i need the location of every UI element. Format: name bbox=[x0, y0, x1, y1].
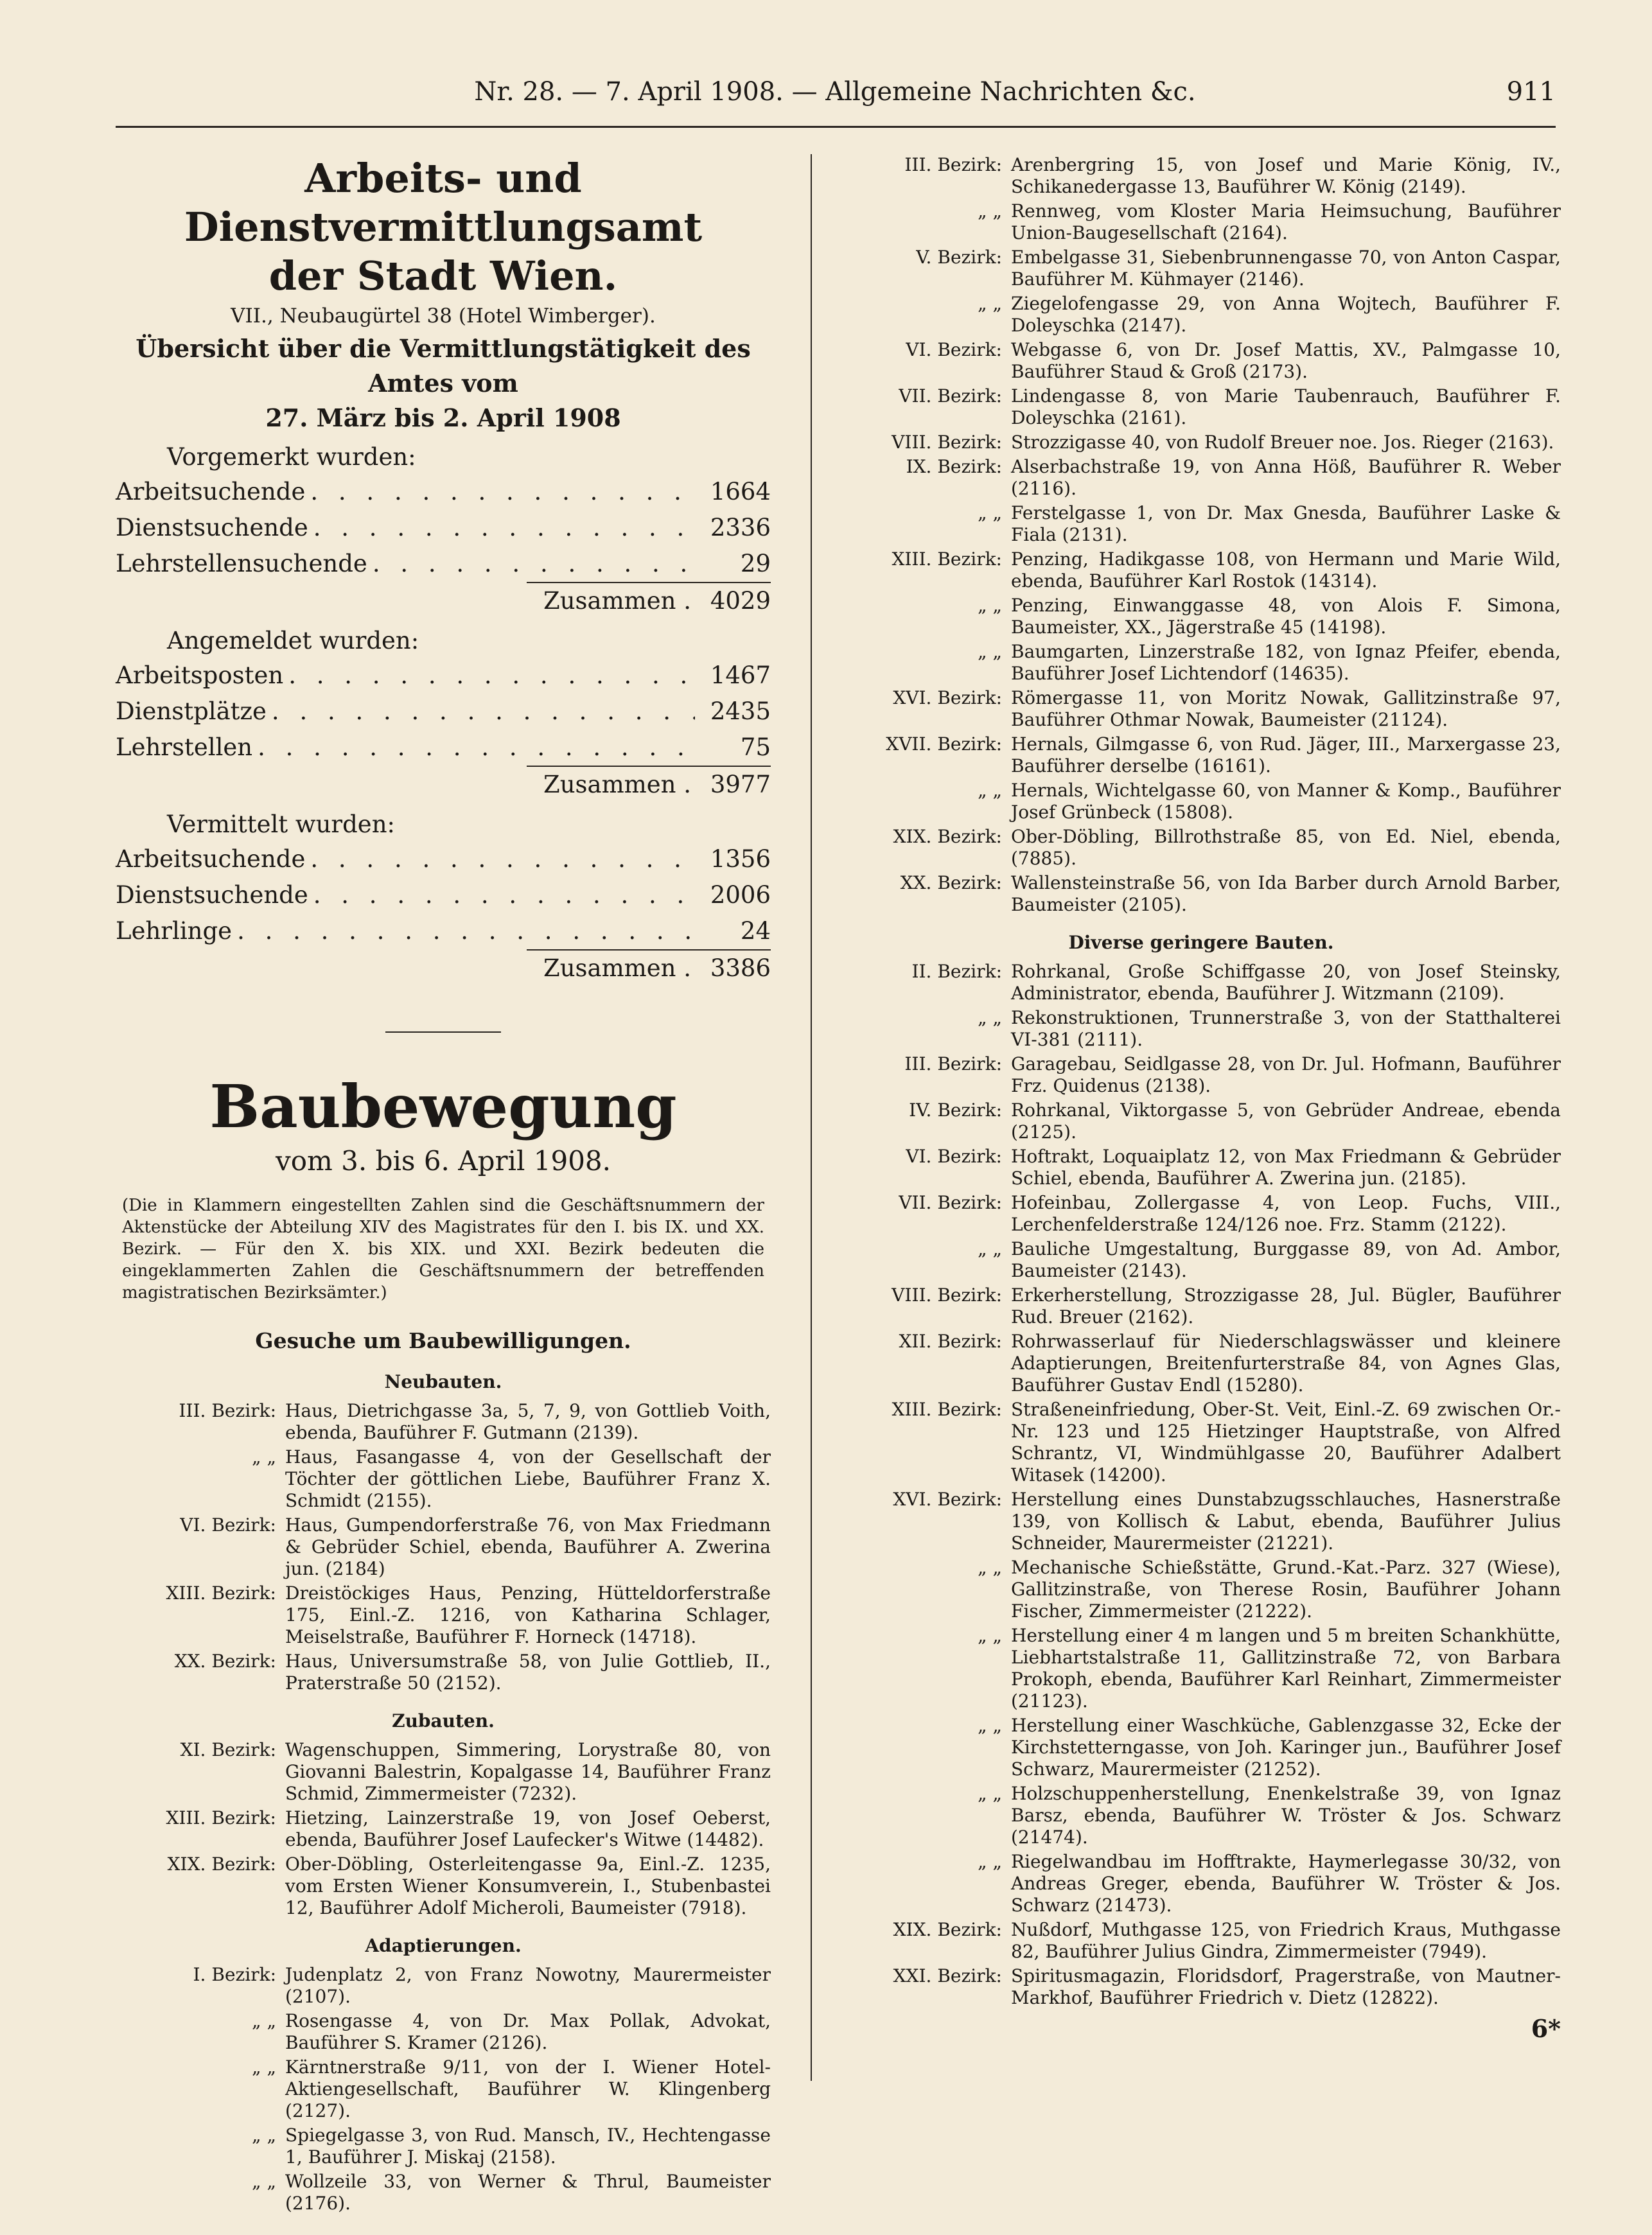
adaptierungen-continued-list bbox=[841, 154, 1561, 916]
district-label: XIII. Bezirk: bbox=[166, 1807, 276, 1828]
district-label: XIX. Bezirk: bbox=[893, 826, 1002, 847]
district-label: „ „ bbox=[252, 2010, 276, 2031]
permit-entry bbox=[841, 687, 1561, 731]
stat-total-row bbox=[527, 766, 771, 803]
permit-entry bbox=[116, 1964, 771, 2008]
neubauten-list bbox=[116, 1400, 771, 1694]
stat-total-value: 3977 bbox=[710, 771, 771, 798]
permit-entry bbox=[841, 432, 1561, 453]
permit-entry bbox=[841, 456, 1561, 500]
permit-entry bbox=[841, 385, 1561, 429]
permit-entry bbox=[116, 1514, 771, 1580]
district-label: III. Bezirk: bbox=[904, 1053, 1002, 1074]
entry-description: Judenplatz 2, von Franz Nowotny, Maurermeister (2107). bbox=[285, 1964, 771, 2007]
entry-description: Wallensteinstraße 56, von Ida Barber durch Arnold Barber, Baumeister (2105). bbox=[1011, 872, 1561, 915]
entry-description: Ziegelofengasse 29, von Anna Wojtech, Bauführer F. Doleyschka (2147). bbox=[1011, 293, 1561, 336]
permits-section-title: Gesuche um Baubewilligungen. bbox=[255, 1328, 631, 1353]
district-label: XXI. Bezirk: bbox=[893, 1965, 1002, 1986]
district-label: „ „ bbox=[978, 200, 1002, 222]
stat-group-title: Angemeldet wurden: bbox=[167, 627, 419, 654]
entry-description: Rekonstruktionen, Trunnerstraße 3, von der Statthalterei VI-381 (2111). bbox=[1011, 1007, 1561, 1050]
entry-description: Hoftrakt, Loquaiplatz 12, von Max Friedmann & Gebrüder Schiel, ebenda, Bauführer A. Zwerina jun. (2185). bbox=[1011, 1146, 1561, 1189]
page-number: 911 bbox=[1506, 77, 1556, 107]
permit-entry bbox=[841, 780, 1561, 823]
district-label: XIII. Bezirk: bbox=[892, 548, 1002, 570]
entry-description: Mechanische Schießstätte, Grund.-Kat.-Parz. 327 (Wiese), Gallitzinstraße, von Therese Rosin, Bauführer Johann Fischer, Zimmermeister (21222). bbox=[1011, 1557, 1561, 1622]
stat-total-row bbox=[527, 949, 771, 986]
stat-label: Dienstplätze bbox=[116, 697, 267, 725]
leader-dots bbox=[313, 510, 695, 546]
permit-entry bbox=[841, 1007, 1561, 1051]
leader-dots bbox=[313, 877, 695, 913]
permit-entry bbox=[116, 2125, 771, 2168]
permit-entry bbox=[116, 1854, 771, 1919]
leader-dots bbox=[310, 474, 695, 510]
entry-description: Herstellung einer Waschküche, Gablenzgasse 32, Ecke der Kirchstetterngasse, von Joh. Karinger jun., Bauführer Josef Schwarz, Maurermeister (21252). bbox=[1011, 1715, 1561, 1780]
entry-description: Haus, Universumstraße 58, von Julie Gottlieb, II., Praterstraße 50 (2152). bbox=[285, 1651, 771, 1694]
leader-dots bbox=[373, 546, 695, 582]
neubauten-title: Neubauten. bbox=[384, 1371, 502, 1392]
entry-description: Holzschuppenherstellung, Enenkelstraße 39, von Ignaz Barsz, ebenda, Bauführer W. Tröster & Jos. Schwarz (21474). bbox=[1011, 1783, 1561, 1848]
leader-dots bbox=[310, 841, 695, 877]
entry-description: Lindengasse 8, von Marie Taubenrauch, Bauführer F. Doleyschka (2161). bbox=[1011, 385, 1561, 428]
entry-description: Kärntnerstraße 9/11, von der I. Wiener Hotel-Aktiengesellschaft, Bauführer W. Klingenberg (2127). bbox=[285, 2056, 771, 2121]
stat-label: Arbeitsuchende bbox=[116, 845, 306, 873]
zubauten-title: Zubauten. bbox=[392, 1710, 495, 1731]
permit-entry bbox=[841, 826, 1561, 870]
diverse-title: Diverse geringere Bauten. bbox=[1068, 932, 1334, 953]
permit-entry bbox=[841, 1783, 1561, 1848]
entry-description: Ober-Döbling, Osterleitengasse 9a, Einl.-Z. 1235, vom Ersten Wiener Konsumverein, I., Stubenbastei 12, Bauführer Adolf Micheroli, Baumeister (7918). bbox=[285, 1854, 771, 1918]
permit-entry bbox=[116, 1739, 771, 1805]
entry-description: Rohrwasserlauf für Niederschlagswässer und kleinere Adaptierungen, Breitenfurterstraße 84, von Agnes Glas, Bauführer Gustav Endl (15280). bbox=[1011, 1331, 1561, 1396]
signature-mark: 6* bbox=[1531, 2014, 1561, 2043]
entry-description: Alserbachstraße 19, von Anna Höß, Bauführer R. Weber (2116). bbox=[1011, 456, 1561, 499]
stat-value: 1664 bbox=[710, 478, 771, 505]
overview-title-line2: 27. März bis 2. April 1908 bbox=[265, 403, 621, 432]
permit-entry bbox=[841, 1331, 1561, 1396]
permit-entry bbox=[841, 1284, 1561, 1328]
stat-label: Lehrstellensuchende bbox=[116, 550, 367, 577]
district-label: „ „ bbox=[252, 2171, 276, 2192]
district-label: „ „ bbox=[978, 1783, 1002, 1804]
permit-entry bbox=[116, 2010, 771, 2054]
adaptierungen-title: Adaptierungen. bbox=[365, 1935, 522, 1956]
entry-description: Herstellung einer 4 m langen und 5 m breiten Schankhütte, Liebhartstalstraße 11, Gallitzinstraße 72, von Barbara Prokoph, ebenda, Bauführer Karl Reinhart, Zimmermeister (21123). bbox=[1011, 1625, 1561, 1712]
entry-description: Rohrkanal, Große Schiffgasse 20, von Josef Steinsky, Administrator, ebenda, Bauführer J. Witzmann (2109). bbox=[1011, 961, 1561, 1004]
entry-description: Arenbergring 15, von Josef und Marie König, IV., Schikanedergasse 13, Bauführer W. König (2149). bbox=[1011, 154, 1561, 197]
entry-description: Spiritusmagazin, Floridsdorf, Pragerstraße, von Mautner-Markhof, Bauführer Friedrich v. Dietz (12822). bbox=[1011, 1965, 1561, 2008]
permit-entry bbox=[841, 1146, 1561, 1189]
district-label: „ „ bbox=[978, 595, 1002, 616]
stat-group-title: Vermittelt wurden: bbox=[167, 811, 395, 838]
permit-entry bbox=[841, 247, 1561, 290]
entry-description: Straßeneinfriedung, Ober-St. Veit, Einl.-Z. 69 zwischen Or.-Nr. 123 und 125 Hietzinger Hauptstraße, von Alfred Schrantz, VI, Windmühlgasse 20, Bauführer Adalbert Witasek (14200). bbox=[1011, 1399, 1561, 1486]
permit-entry bbox=[841, 1053, 1561, 1097]
stat-row bbox=[116, 474, 771, 510]
section-rule bbox=[385, 1031, 501, 1033]
district-label: XIX. Bezirk: bbox=[167, 1854, 276, 1875]
permit-entry bbox=[841, 293, 1561, 337]
entry-description: Hernals, Gilmgasse 6, von Rud. Jäger, III., Marxergasse 23, Bauführer derselbe (16161). bbox=[1011, 733, 1561, 776]
permit-entry bbox=[116, 1651, 771, 1694]
district-label: „ „ bbox=[978, 641, 1002, 662]
stat-total-value: 4029 bbox=[710, 587, 771, 615]
district-label: „ „ bbox=[978, 1715, 1002, 1736]
overview-title-line1: Übersicht über die Vermittlungstätigkeit des Amtes vom bbox=[136, 334, 751, 398]
stat-row bbox=[116, 658, 771, 694]
entry-description: Penzing, Einwanggasse 48, von Alois F. Simona, Baumeister, XX., Jägerstraße 45 (14198). bbox=[1011, 595, 1561, 638]
stat-row bbox=[116, 546, 771, 582]
stat-row bbox=[116, 841, 771, 877]
stat-label: Lehrlinge bbox=[116, 917, 233, 945]
entry-description: Ober-Döbling, Billrothstraße 85, von Ed. Niel, ebenda, (7885). bbox=[1011, 826, 1561, 869]
permit-entry bbox=[841, 502, 1561, 546]
header-rule bbox=[116, 126, 1556, 128]
district-label: VI. Bezirk: bbox=[906, 1146, 1002, 1167]
entry-description: Herstellung eines Dunstabzugsschlauches, Hasnerstraße 139, von Kollisch & Labut, ebenda, Bauführer Julius Schneider, Maurermeister (21221). bbox=[1011, 1489, 1561, 1554]
right-column bbox=[841, 154, 1561, 2045]
office-address: VII., Neubaugürtel 38 (Hotel Wimberger). bbox=[231, 304, 656, 328]
permit-entry bbox=[116, 1446, 771, 1512]
district-label: „ „ bbox=[978, 1238, 1002, 1259]
permit-entry bbox=[841, 733, 1561, 777]
leader-dots bbox=[258, 730, 695, 766]
explanatory-note: (Die in Klammern eingestellten Zahlen sind die Geschäftsnummern der Aktenstücke der Abteilung XIV des Magistrates für den I. bis IX. und XX. Bezirk. — Für den X. bis XIX. und XXI. Bezirk bedeuten die eingeklammerten Zahlen die Geschäftsnummern der betreffenden magistratischen Bezirksämter.) bbox=[122, 1196, 764, 1302]
permit-entry bbox=[841, 1919, 1561, 1963]
baubewegung-subtitle: vom 3. bis 6. April 1908. bbox=[275, 1145, 611, 1177]
district-label: II. Bezirk: bbox=[911, 961, 1002, 982]
zubauten-list bbox=[116, 1739, 771, 1919]
entry-description: Bauliche Umgestaltung, Burggasse 89, von Ad. Ambor, Baumeister (2143). bbox=[1011, 1238, 1561, 1281]
district-label: VII. Bezirk: bbox=[899, 1192, 1002, 1213]
district-label: „ „ bbox=[978, 1007, 1002, 1028]
leader-dots bbox=[272, 694, 695, 730]
entry-description: Penzing, Hadikgasse 108, von Hermann und Marie Wild, ebenda, Bauführer Karl Rostok (14314). bbox=[1011, 548, 1561, 592]
permit-entry bbox=[116, 1582, 771, 1648]
district-label: VIII. Bezirk: bbox=[892, 432, 1002, 453]
district-label: XIII. Bezirk: bbox=[166, 1582, 276, 1604]
entry-description: Hofeinbau, Zollergasse 4, von Leop. Fuchs, VIII., Lerchenfelderstraße 124/126 noe. Frz. Stamm (2122). bbox=[1011, 1192, 1561, 1235]
stat-value: 1467 bbox=[710, 662, 771, 689]
entry-description: Ferstelgasse 1, von Dr. Max Gnesda, Bauführer Laske & Fiala (2131). bbox=[1011, 502, 1561, 545]
stat-label: Arbeitsuchende bbox=[116, 478, 306, 505]
stat-total-label: Zusammen . bbox=[543, 954, 691, 982]
district-label: XII. Bezirk: bbox=[899, 1331, 1002, 1352]
stat-value: 2435 bbox=[710, 697, 771, 725]
stat-row bbox=[116, 730, 771, 766]
entry-description: Hernals, Wichtelgasse 60, von Manner & Komp., Bauführer Josef Grünbeck (15808). bbox=[1011, 780, 1561, 823]
permit-entry bbox=[841, 1557, 1561, 1622]
entry-description: Spiegelgasse 3, von Rud. Mansch, IV., Hechtengasse 1, Bauführer J. Miskaj (2158). bbox=[285, 2125, 771, 2168]
stat-label: Lehrstellen bbox=[116, 733, 253, 761]
stat-value: 75 bbox=[740, 733, 771, 761]
stat-value: 29 bbox=[740, 550, 771, 577]
stat-value: 2006 bbox=[710, 881, 771, 909]
entry-description: Hietzing, Lainzerstraße 19, von Josef Oeberst, ebenda, Bauführer Josef Laufecker's Witwe (14482). bbox=[285, 1807, 771, 1850]
permit-entry bbox=[841, 872, 1561, 916]
stat-value: 24 bbox=[740, 917, 771, 945]
permit-entry bbox=[841, 1399, 1561, 1486]
district-label: XVII. Bezirk: bbox=[886, 733, 1002, 755]
stat-label: Arbeitsposten bbox=[116, 662, 284, 689]
permit-entry bbox=[841, 961, 1561, 1004]
district-label: VIII. Bezirk: bbox=[892, 1284, 1002, 1306]
district-label: „ „ bbox=[978, 1557, 1002, 1578]
district-label: V. Bezirk: bbox=[916, 247, 1002, 268]
district-label: VI. Bezirk: bbox=[180, 1514, 276, 1536]
permit-entry bbox=[116, 2171, 771, 2214]
stat-label: Dienstsuchende bbox=[116, 514, 308, 541]
permit-entry bbox=[841, 595, 1561, 638]
stat-total-label: Zusammen . bbox=[543, 771, 691, 798]
stat-row bbox=[116, 913, 771, 949]
entry-description: Wagenschuppen, Simmering, Lorystraße 80, von Giovanni Balestrin, Kopalgasse 14, Bauführer Franz Schmid, Zimmermeister (7232). bbox=[285, 1739, 771, 1804]
district-label: „ „ bbox=[252, 2056, 276, 2078]
district-label: XI. Bezirk: bbox=[180, 1739, 276, 1760]
stat-row bbox=[116, 877, 771, 913]
entry-description: Rennweg, vom Kloster Maria Heimsuchung, Bauführer Union-Baugesellschaft (2164). bbox=[1011, 200, 1561, 243]
column-divider bbox=[811, 154, 812, 2081]
district-label: IV. Bezirk: bbox=[909, 1100, 1002, 1121]
leader-dots bbox=[237, 913, 695, 949]
district-label: XX. Bezirk: bbox=[174, 1651, 276, 1672]
office-title-line2: der Stadt Wien. bbox=[268, 252, 618, 299]
statistics-groups bbox=[116, 441, 771, 986]
adaptierungen-list bbox=[116, 1964, 771, 2214]
stat-label: Dienstsuchende bbox=[116, 881, 308, 909]
district-label: III. Bezirk: bbox=[179, 1400, 276, 1421]
district-label: VII. Bezirk: bbox=[899, 385, 1002, 407]
entry-description: Garagebau, Seidlgasse 28, von Dr. Jul. Hofmann, Bauführer Frz. Quidenus (2138). bbox=[1011, 1053, 1561, 1096]
stat-row bbox=[116, 694, 771, 730]
permit-entry bbox=[116, 1807, 771, 1851]
entry-description: Haus, Fasangasse 4, von der Gesellschaft der Töchter der göttlichen Liebe, Bauführer Franz X. Schmidt (2155). bbox=[285, 1446, 771, 1511]
entry-description: Römergasse 11, von Moritz Nowak, Gallitzinstraße 97, Bauführer Othmar Nowak, Baumeister (21124). bbox=[1011, 687, 1561, 730]
entry-description: Rosengasse 4, von Dr. Max Pollak, Advokat, Bauführer S. Kramer (2126). bbox=[285, 2010, 771, 2053]
stat-value: 1356 bbox=[710, 845, 771, 873]
stat-total-label: Zusammen . bbox=[543, 587, 691, 615]
district-label: „ „ bbox=[978, 502, 1002, 523]
district-label: „ „ bbox=[978, 1625, 1002, 1646]
district-label: XIII. Bezirk: bbox=[892, 1399, 1002, 1420]
entry-description: Wollzeile 33, von Werner & Thrul, Baumeister (2176). bbox=[285, 2171, 771, 2214]
stat-group-title: Vorgemerkt wurden: bbox=[167, 443, 416, 471]
district-label: XVI. Bezirk: bbox=[893, 1489, 1002, 1510]
district-label: XIX. Bezirk: bbox=[893, 1919, 1002, 1940]
entry-description: Rohrkanal, Viktorgasse 5, von Gebrüder Andreae, ebenda (2125). bbox=[1011, 1100, 1561, 1143]
entry-description: Riegelwandbau im Hofftrakte, Haymerlegasse 30/32, von Andreas Greger, ebenda, Bauführer W. Tröster & Jos. Schwarz (21473). bbox=[1011, 1851, 1561, 1916]
permit-entry bbox=[841, 154, 1561, 198]
permit-entry bbox=[841, 1238, 1561, 1282]
entry-description: Erkerherstellung, Strozzigasse 28, Jul. Bügler, Bauführer Rud. Breuer (2162). bbox=[1011, 1284, 1561, 1328]
stat-total-row bbox=[527, 582, 771, 619]
stat-row bbox=[116, 510, 771, 546]
district-label: „ „ bbox=[978, 1851, 1002, 1872]
permit-entry bbox=[841, 200, 1561, 244]
permit-entry bbox=[116, 1400, 771, 1444]
office-title-line1: Arbeits- und Dienstvermittlungsamt bbox=[184, 155, 703, 250]
permit-entry bbox=[841, 641, 1561, 685]
district-label: „ „ bbox=[978, 293, 1002, 314]
running-title: Nr. 28. — 7. April 1908. — Allgemeine Nachrichten &c. bbox=[474, 77, 1196, 107]
permit-entry bbox=[841, 1625, 1561, 1712]
permit-entry bbox=[841, 548, 1561, 592]
baubewegung-title: Baubewegung bbox=[209, 1072, 677, 1141]
district-label: III. Bezirk: bbox=[904, 154, 1002, 175]
leader-dots bbox=[288, 658, 695, 694]
district-label: „ „ bbox=[252, 2125, 276, 2146]
district-label: VI. Bezirk: bbox=[906, 339, 1002, 360]
stat-total-value: 3386 bbox=[710, 954, 771, 982]
entry-description: Embelgasse 31, Siebenbrunnengasse 70, von Anton Caspar, Bauführer M. Kühmayer (2146). bbox=[1011, 247, 1561, 290]
permit-entry bbox=[841, 1489, 1561, 1554]
district-label: I. Bezirk: bbox=[193, 1964, 276, 1985]
entry-description: Dreistöckiges Haus, Penzing, Hütteldorferstraße 175, Einl.-Z. 1216, von Katharina Schlager, Meiselstraße, Bauführer F. Horneck (14718). bbox=[285, 1582, 771, 1647]
entry-description: Baumgarten, Linzerstraße 182, von Ignaz Pfeifer, ebenda, Bauführer Josef Lichtendorf (14635). bbox=[1011, 641, 1561, 684]
district-label: XX. Bezirk: bbox=[900, 872, 1002, 893]
permit-entry bbox=[841, 339, 1561, 383]
left-column bbox=[116, 154, 771, 2217]
entry-description: Webgasse 6, von Dr. Josef Mattis, XV., Palmgasse 10, Bauführer Staud & Groß (2173). bbox=[1011, 339, 1561, 382]
entry-description: Strozzigasse 40, von Rudolf Breuer noe. Jos. Rieger (2163). bbox=[1011, 432, 1554, 453]
district-label: „ „ bbox=[978, 780, 1002, 801]
district-label: XVI. Bezirk: bbox=[893, 687, 1002, 708]
stat-value: 2336 bbox=[710, 514, 771, 541]
entry-description: Haus, Gumpendorferstraße 76, von Max Friedmann & Gebrüder Schiel, ebenda, Bauführer A. Zwerina jun. (2184) bbox=[285, 1514, 771, 1579]
district-label: IX. Bezirk: bbox=[906, 456, 1002, 477]
permit-entry bbox=[116, 2056, 771, 2122]
permit-entry bbox=[841, 1715, 1561, 1780]
district-label: „ „ bbox=[252, 1446, 276, 1468]
diverse-list bbox=[841, 961, 1561, 2009]
permit-entry bbox=[841, 1100, 1561, 1143]
entry-description: Haus, Dietrichgasse 3a, 5, 7, 9, von Gottlieb Voith, ebenda, Bauführer F. Gutmann (2139). bbox=[285, 1400, 771, 1443]
permit-entry bbox=[841, 1851, 1561, 1916]
entry-description: Nußdorf, Muthgasse 125, von Friedrich Kraus, Muthgasse 82, Bauführer Julius Gindra, Zimmermeister (7949). bbox=[1011, 1919, 1561, 1962]
permit-entry bbox=[841, 1192, 1561, 1236]
permit-entry bbox=[841, 1965, 1561, 2009]
